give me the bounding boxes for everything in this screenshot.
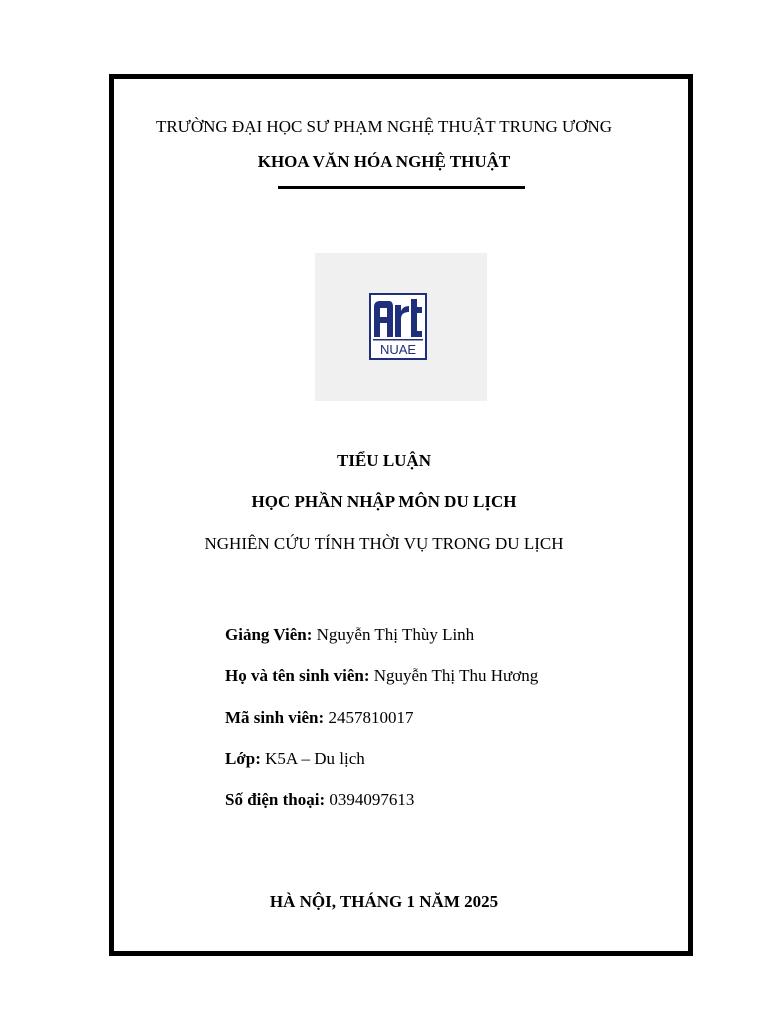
- header-divider: [278, 186, 525, 189]
- nuae-logo-icon: [369, 293, 427, 360]
- info-student-id: [225, 708, 413, 728]
- info-student-name: [225, 666, 538, 686]
- info-value: 0394097613: [329, 790, 415, 809]
- info-lecturer: [225, 625, 474, 645]
- document-type: TIỂU LUẬN: [337, 451, 431, 470]
- info-class: [225, 749, 365, 769]
- logo-area: [315, 253, 487, 401]
- topic-title: NGHIÊN CỨU TÍNH THỜI VỤ TRONG DU LỊCH: [204, 534, 564, 553]
- info-label: Lớp:: [225, 749, 261, 768]
- info-label: Họ và tên sinh viên:: [225, 666, 370, 685]
- logo-text: NUAE: [379, 342, 417, 357]
- page-border: [109, 74, 693, 956]
- faculty-name: KHOA VĂN HÓA NGHỆ THUẬT: [257, 152, 511, 171]
- course-title: HỌC PHẦN NHẬP MÔN DU LỊCH: [251, 492, 517, 511]
- info-label: Mã sinh viên:: [225, 708, 325, 727]
- place-date: HÀ NỘI, THÁNG 1 NĂM 2025: [269, 892, 499, 911]
- info-phone: [225, 790, 414, 810]
- info-label: Giảng Viên:: [225, 625, 313, 644]
- info-value: K5A – Du lịch: [265, 749, 365, 768]
- info-value: 2457810017: [328, 708, 414, 727]
- info-value: Nguyễn Thị Thùy Linh: [316, 625, 475, 644]
- info-label: Số điện thoại:: [225, 790, 326, 809]
- info-value: Nguyễn Thị Thu Hương: [373, 666, 539, 685]
- school-name: TRƯỜNG ĐẠI HỌC SƯ PHẠM NGHỆ THUẬT TRUNG ƯƠNG: [155, 117, 613, 136]
